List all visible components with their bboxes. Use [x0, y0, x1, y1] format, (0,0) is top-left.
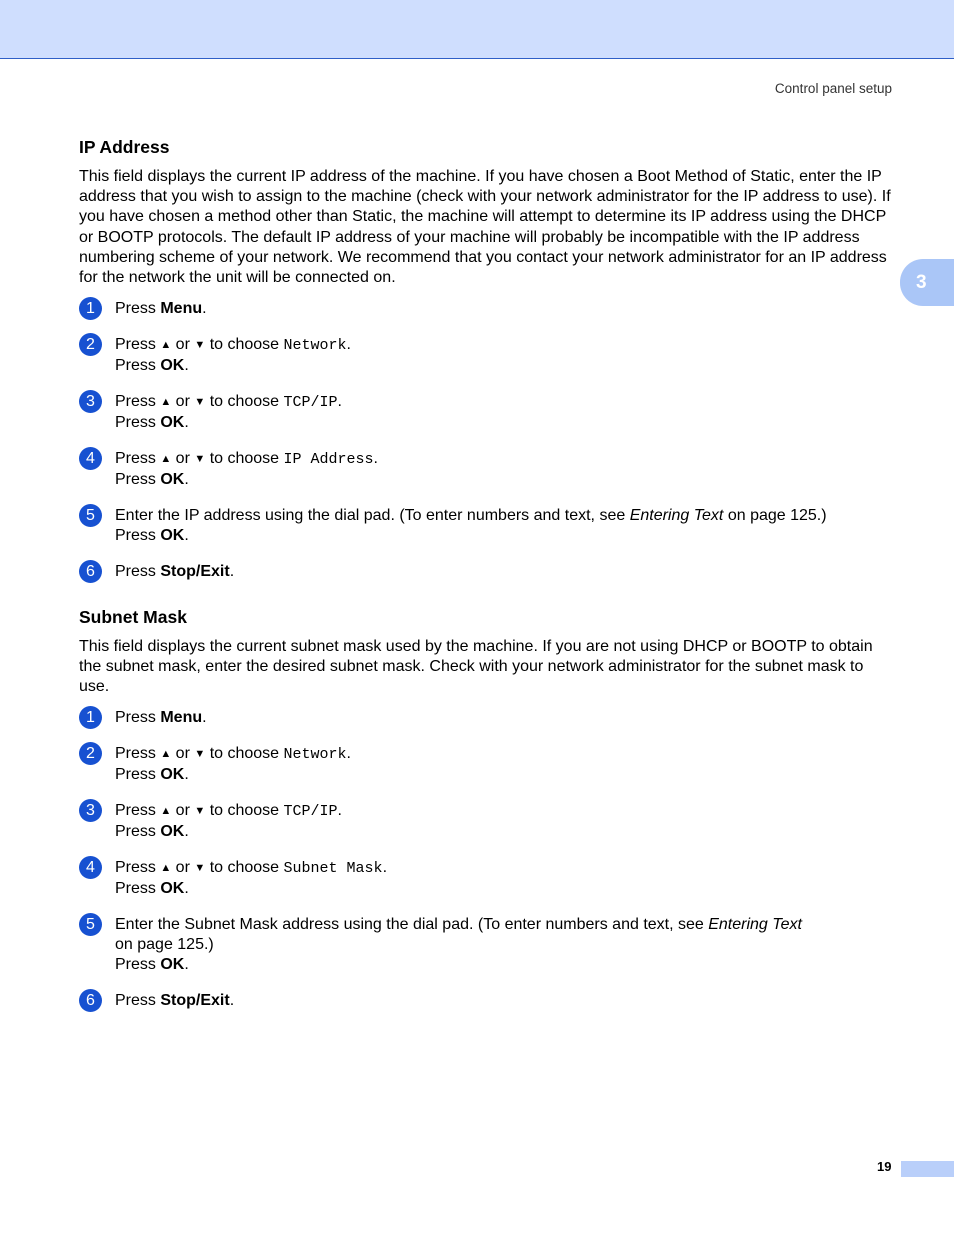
up-arrow-icon: ▲ — [160, 452, 172, 465]
step-number-icon: 1 — [79, 297, 102, 320]
down-arrow-icon: ▼ — [194, 748, 206, 761]
up-arrow-icon: ▲ — [160, 861, 172, 874]
menu-option-code: TCP/IP — [283, 393, 338, 411]
step-1: 1 Press Menu. — [79, 299, 891, 319]
down-arrow-icon: ▼ — [194, 452, 206, 465]
step-number-icon: 5 — [79, 504, 102, 527]
ok-key: OK — [160, 357, 185, 375]
step-3: 3 Press ▲ or ▼ to choose TCP/IP. Press OK. — [79, 392, 891, 433]
down-arrow-icon: ▼ — [194, 804, 206, 817]
step-4: 4 Press ▲ or ▼ to choose Subnet Mask. Press OK. — [79, 858, 891, 899]
ok-key: OK — [160, 526, 185, 544]
step-number-icon: 2 — [79, 333, 102, 356]
step-1: 1 Press Menu. — [79, 708, 891, 728]
step-number-icon: 6 — [79, 989, 102, 1012]
down-arrow-icon: ▼ — [194, 338, 206, 351]
down-arrow-icon: ▼ — [194, 395, 206, 408]
section-title-ip-address: IP Address — [79, 137, 170, 157]
step-5: 5 Enter the Subnet Mask address using the dial pad. (To enter numbers and text, see Entering Text on page 125.) Press OK. — [79, 915, 891, 976]
chapter-tab: 3 — [900, 259, 954, 306]
step-number-icon: 6 — [79, 560, 102, 583]
step-number-icon: 3 — [79, 390, 102, 413]
page-content — [79, 136, 891, 1027]
menu-key: Menu — [160, 300, 203, 318]
section-title-subnet-mask: Subnet Mask — [79, 606, 187, 627]
down-arrow-icon: ▼ — [194, 861, 206, 874]
step-2: 2 Press ▲ or ▼ to choose Network. Press OK. — [79, 744, 891, 785]
ok-key: OK — [160, 470, 185, 488]
step-number-icon: 4 — [79, 856, 102, 879]
menu-option-code: IP Address — [283, 450, 374, 468]
step-number-icon: 1 — [79, 706, 102, 729]
page-number: 19 — [877, 1159, 892, 1174]
step-3: 3 Press ▲ or ▼ to choose TCP/IP. Press OK. — [79, 801, 891, 842]
step-number-icon: 3 — [79, 799, 102, 822]
up-arrow-icon: ▲ — [160, 748, 172, 761]
up-arrow-icon: ▲ — [160, 804, 172, 817]
step-4: 4 Press ▲ or ▼ to choose IP Address. Press OK. — [79, 449, 891, 490]
section-body-subnet-mask: This field displays the current subnet mask used by the machine. If you are not using DHCP or BOOTP to obtain the subnet mask, enter the desired subnet mask. Check with your network administrator for the subnet mask to use. — [79, 637, 873, 696]
cross-reference: Entering Text — [708, 915, 802, 933]
step-6: 6 Press Stop/Exit. — [79, 562, 891, 582]
stop-exit-key: Stop/Exit — [160, 562, 230, 580]
ok-key: OK — [160, 414, 185, 432]
step-number-icon: 2 — [79, 742, 102, 765]
top-header-band — [0, 0, 954, 59]
menu-option-code: TCP/IP — [283, 802, 338, 820]
step-2: 2 Press ▲ or ▼ to choose Network. Press OK. — [79, 335, 891, 376]
running-head: Control panel setup — [774, 81, 892, 96]
ok-key: OK — [160, 766, 185, 784]
ok-key: OK — [160, 956, 185, 974]
footer-band — [901, 1161, 954, 1177]
menu-key: Menu — [160, 709, 203, 727]
step-6: 6 Press Stop/Exit. — [79, 991, 891, 1011]
step-5: 5 Enter the IP address using the dial pad. (To enter numbers and text, see Entering Text on page 125.) Press OK. — [79, 506, 891, 546]
menu-option-code: Network — [283, 336, 347, 354]
step-number-icon: 4 — [79, 447, 102, 470]
ok-key: OK — [160, 823, 185, 841]
up-arrow-icon: ▲ — [160, 395, 172, 408]
menu-option-code: Network — [283, 746, 347, 764]
step-number-icon: 5 — [79, 913, 102, 936]
ok-key: OK — [160, 880, 185, 898]
section-body-ip-address: This field displays the current IP address of the machine. If you have chosen a Boot Method of Static, enter the IP address that you wish to assign to the machine (check with your network administrator for the IP address to use). If you have chosen a method other than Static, the machine will attempt to determine its IP address using the DHCP or BOOTP protocols. The default IP address of your machine will probably be incompatible with the IP address numbering scheme of your network. We recommend that you contact your network administrator for an IP address for the network the unit will be connected on. — [79, 168, 891, 287]
up-arrow-icon: ▲ — [160, 338, 172, 351]
stop-exit-key: Stop/Exit — [160, 991, 230, 1009]
menu-option-code: Subnet Mask — [283, 859, 383, 877]
cross-reference: Entering Text — [629, 506, 724, 524]
